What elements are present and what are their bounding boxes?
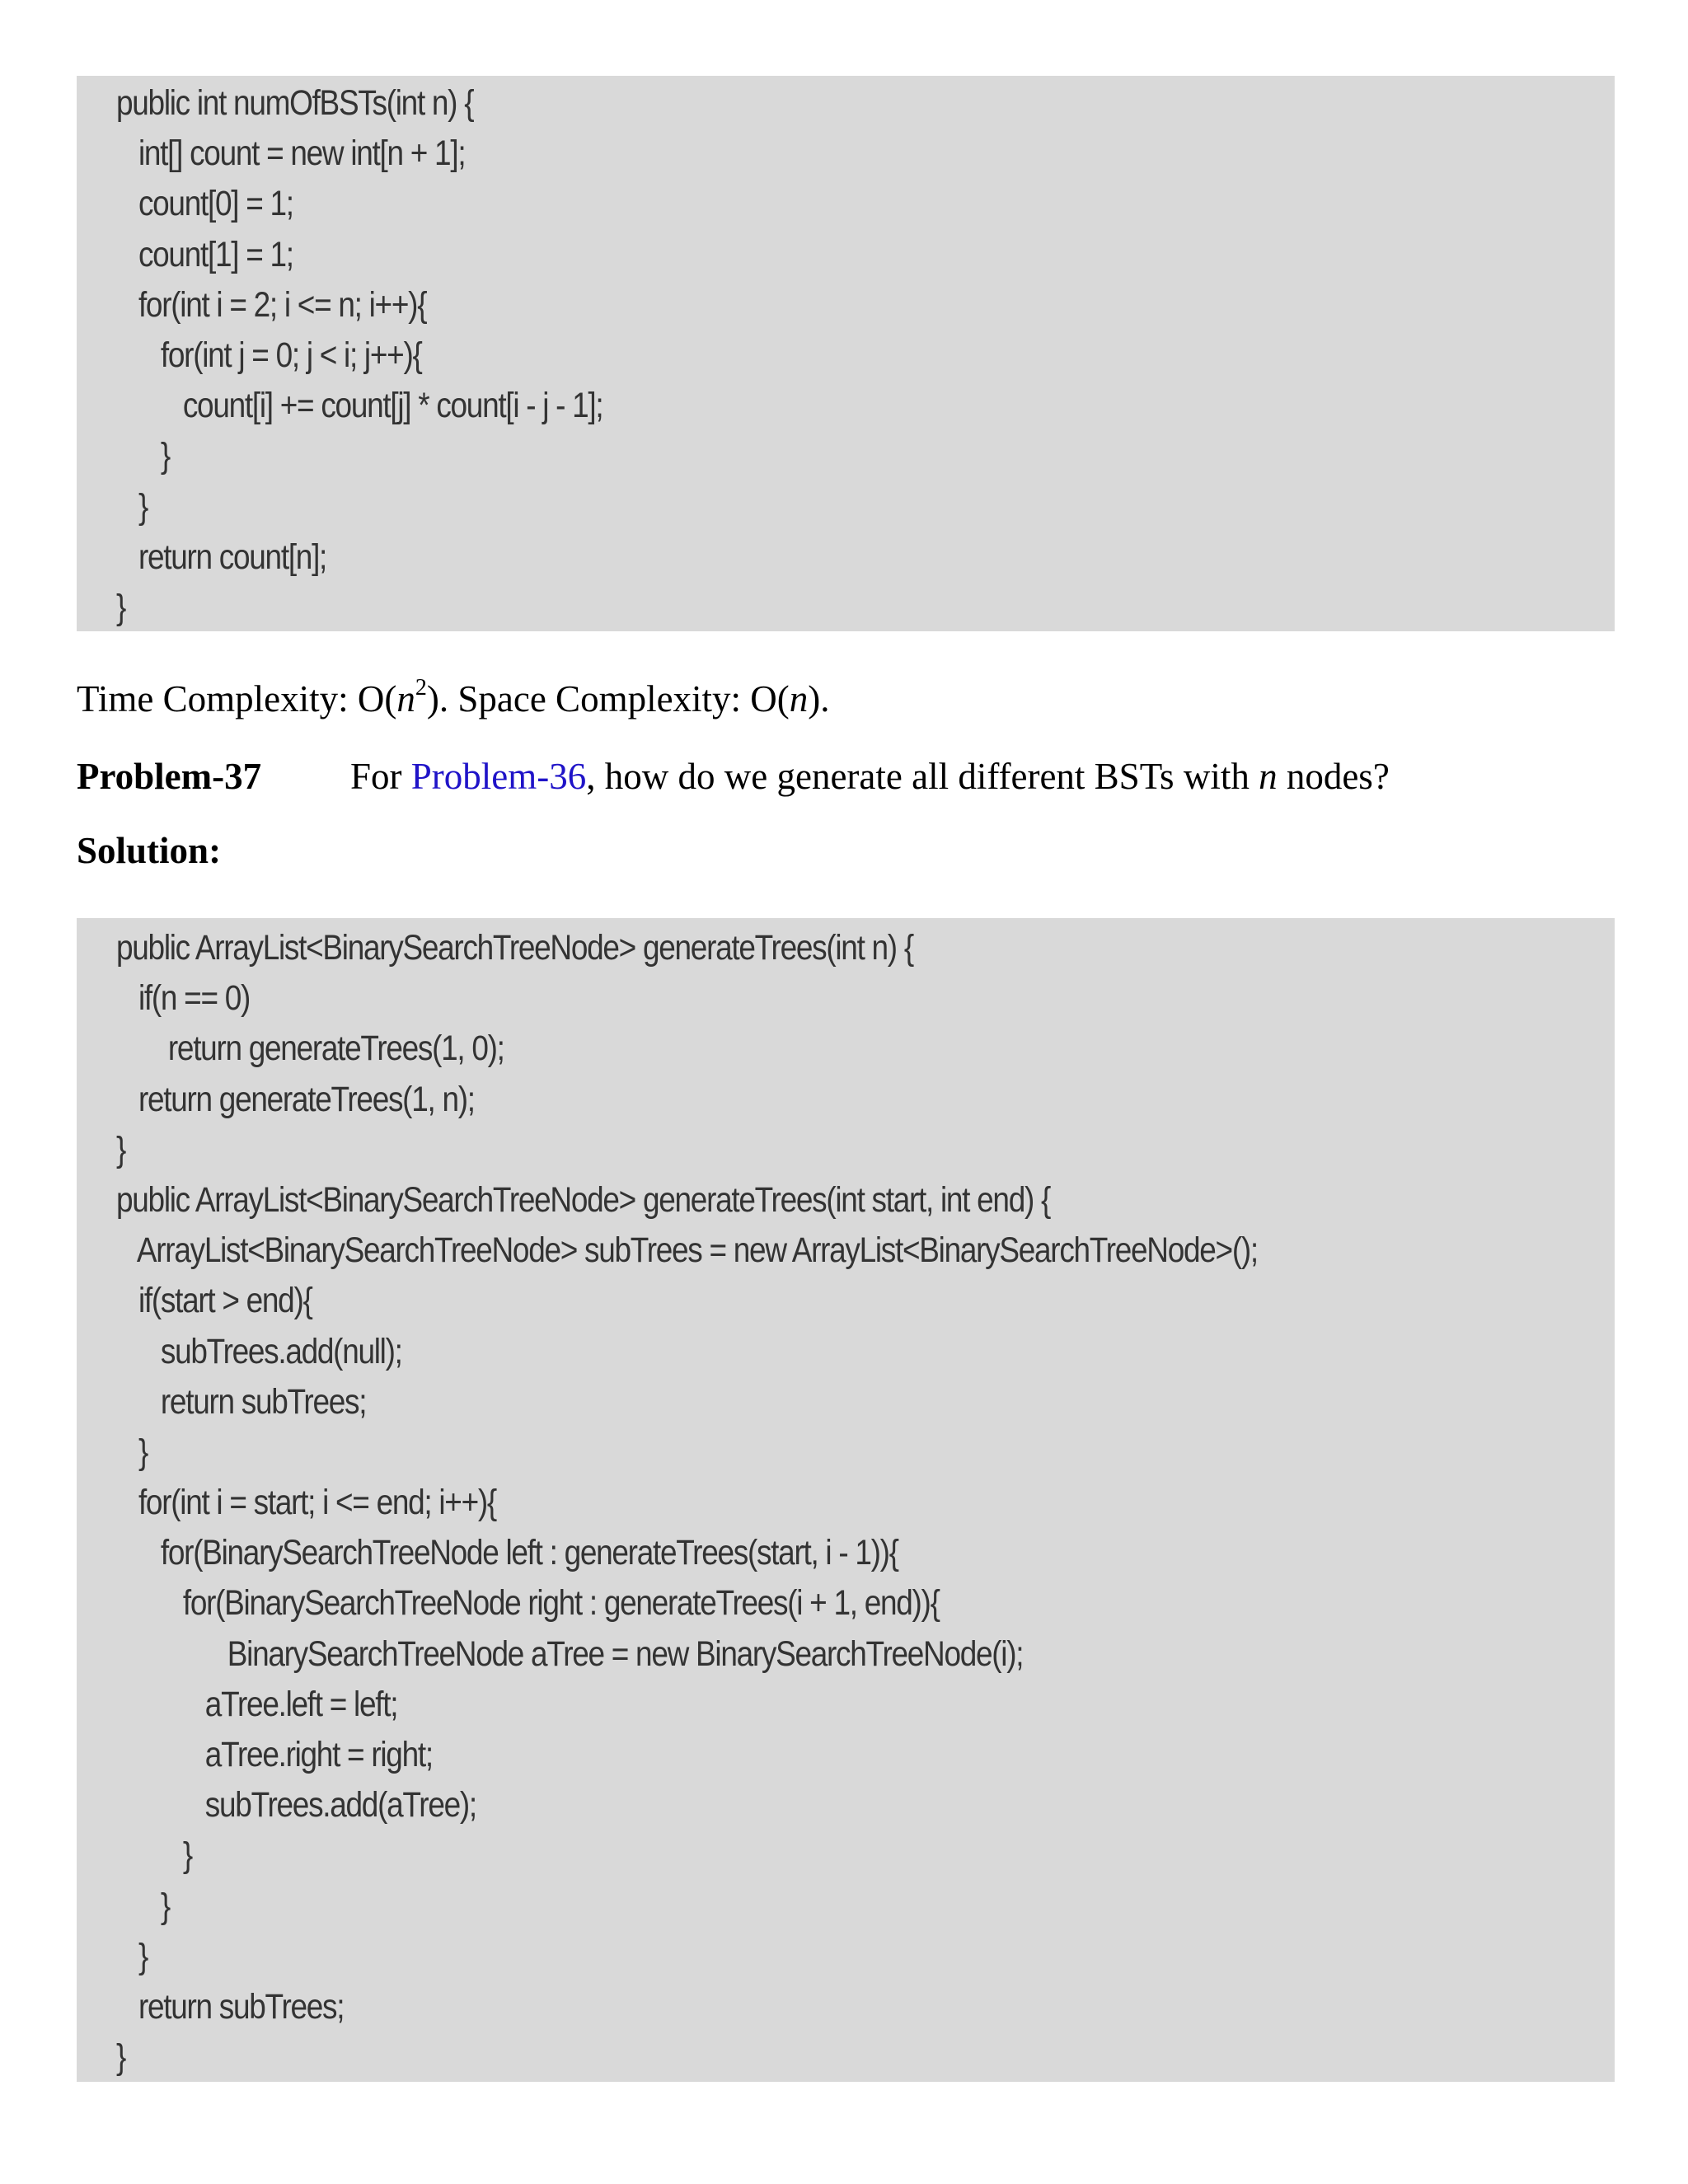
- code-line: for(BinarySearchTreeNode right : generateTrees(i + 1, end)){: [116, 1583, 940, 1624]
- code-line: BinarySearchTreeNode aTree = new BinarySearchTreeNode(i);: [116, 1633, 1024, 1674]
- code-line: return generateTrees(1, 0);: [116, 1029, 504, 1069]
- complexity-middle: ). Space Complexity: O(: [426, 678, 790, 719]
- code-line: count[0] = 1;: [116, 184, 293, 224]
- code-line: }: [116, 2037, 126, 2078]
- code-line: }: [116, 1835, 192, 1876]
- code-line: for(int j = 0; j < i; j++){: [116, 335, 422, 375]
- code-line: public int numOfBSTs(int n) {: [116, 83, 474, 123]
- code-block-num-of-bsts: [77, 76, 1615, 631]
- code-line: public ArrayList<BinarySearchTreeNode> generateTrees(int start, int end) {: [116, 1179, 1051, 1220]
- problem-text: , how do we generate all different BSTs with: [586, 756, 1259, 797]
- code-line: int[] count = new int[n + 1];: [116, 134, 466, 174]
- code-line: subTrees.add(aTree);: [116, 1785, 476, 1825]
- code-line: }: [116, 1936, 148, 1976]
- code-line: }: [116, 587, 126, 627]
- code-line: }: [116, 1129, 126, 1169]
- complexity-suffix: ).: [808, 678, 830, 719]
- code-line: return count[n];: [116, 537, 327, 577]
- code-line: }: [116, 436, 170, 476]
- code-line: count[1] = 1;: [116, 234, 293, 274]
- code-line: }: [116, 1432, 148, 1472]
- problem-label: Problem-37: [77, 756, 262, 797]
- code-line: count[i] += count[j] * count[i - j - 1];: [116, 386, 603, 426]
- problem-text: For: [350, 756, 411, 797]
- complexity-prefix: Time Complexity: O(: [77, 678, 397, 719]
- code-line: return generateTrees(1, n);: [116, 1079, 475, 1119]
- complexity-var-n: n: [789, 678, 809, 719]
- code-block-generate-trees: [77, 918, 1615, 2082]
- complexity-statement: [77, 677, 830, 720]
- code-line: return subTrees;: [116, 1986, 345, 2027]
- problem-var-n: n: [1259, 756, 1278, 797]
- code-line: }: [116, 1886, 170, 1926]
- code-line: if(start > end){: [116, 1281, 312, 1321]
- code-line: return subTrees;: [116, 1381, 367, 1422]
- problem-statement: [77, 755, 1615, 798]
- code-line: aTree.right = right;: [116, 1735, 433, 1774]
- problem-text: nodes?: [1277, 756, 1390, 797]
- complexity-exponent: 2: [415, 675, 427, 701]
- code-line: for(int i = 2; i <= n; i++){: [116, 284, 427, 325]
- code-line: if(n == 0): [116, 978, 251, 1019]
- problem-36-link[interactable]: Problem-36: [410, 756, 587, 797]
- complexity-var-n: n: [396, 678, 415, 719]
- code-line: }: [116, 486, 148, 527]
- solution-label: Solution:: [77, 830, 222, 871]
- code-line: for(int i = start; i <= end; i++){: [116, 1483, 497, 1523]
- code-line: aTree.left = left;: [116, 1684, 398, 1724]
- code-line: subTrees.add(null);: [116, 1331, 402, 1371]
- code-line: ArrayList<BinarySearchTreeNode> subTrees = new ArrayList<BinarySearchTreeNode>();: [116, 1230, 1258, 1271]
- code-line: for(BinarySearchTreeNode left : generateTrees(start, i - 1)){: [116, 1533, 898, 1573]
- code-line: public ArrayList<BinarySearchTreeNode> generateTrees(int n) {: [116, 928, 913, 968]
